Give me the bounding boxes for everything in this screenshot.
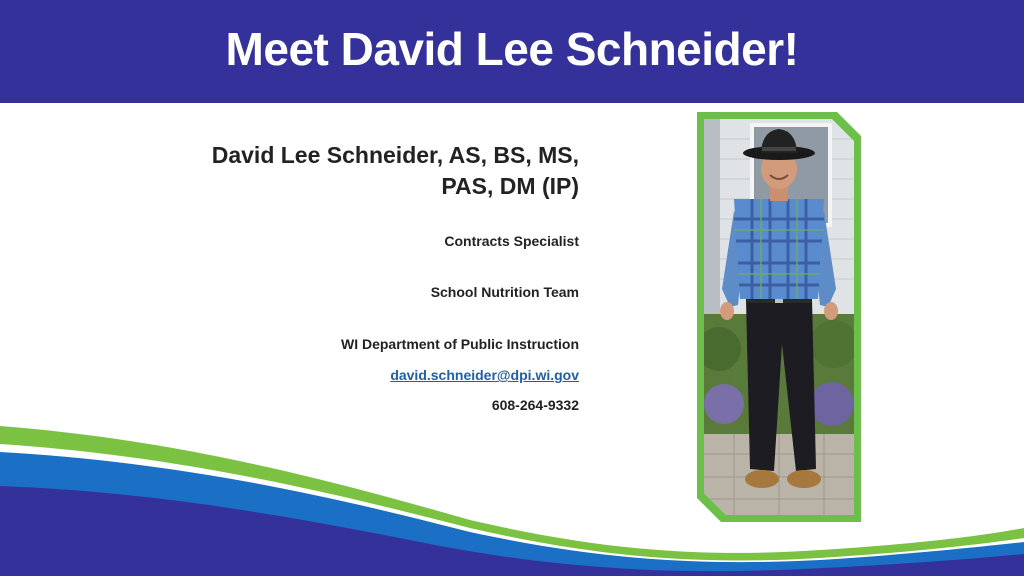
photo-image <box>704 119 854 515</box>
title-banner <box>0 0 1024 103</box>
team-name: School Nutrition Team <box>430 284 579 300</box>
organization: WI Department of Public Instruction <box>340 336 579 352</box>
email-link[interactable]: david.schneider@dpi.wi.gov <box>390 367 579 383</box>
slide-title: Meet David Lee Schneider! <box>225 22 799 75</box>
job-title: Contracts Specialist <box>444 233 579 249</box>
person-name: David Lee Schneider, AS, BS, MS, PAS, DM (IP) <box>211 142 579 199</box>
phone-number: 608-264-9332 <box>491 397 579 413</box>
portrait-photo <box>697 112 861 522</box>
decorative-waves <box>0 400 1024 576</box>
